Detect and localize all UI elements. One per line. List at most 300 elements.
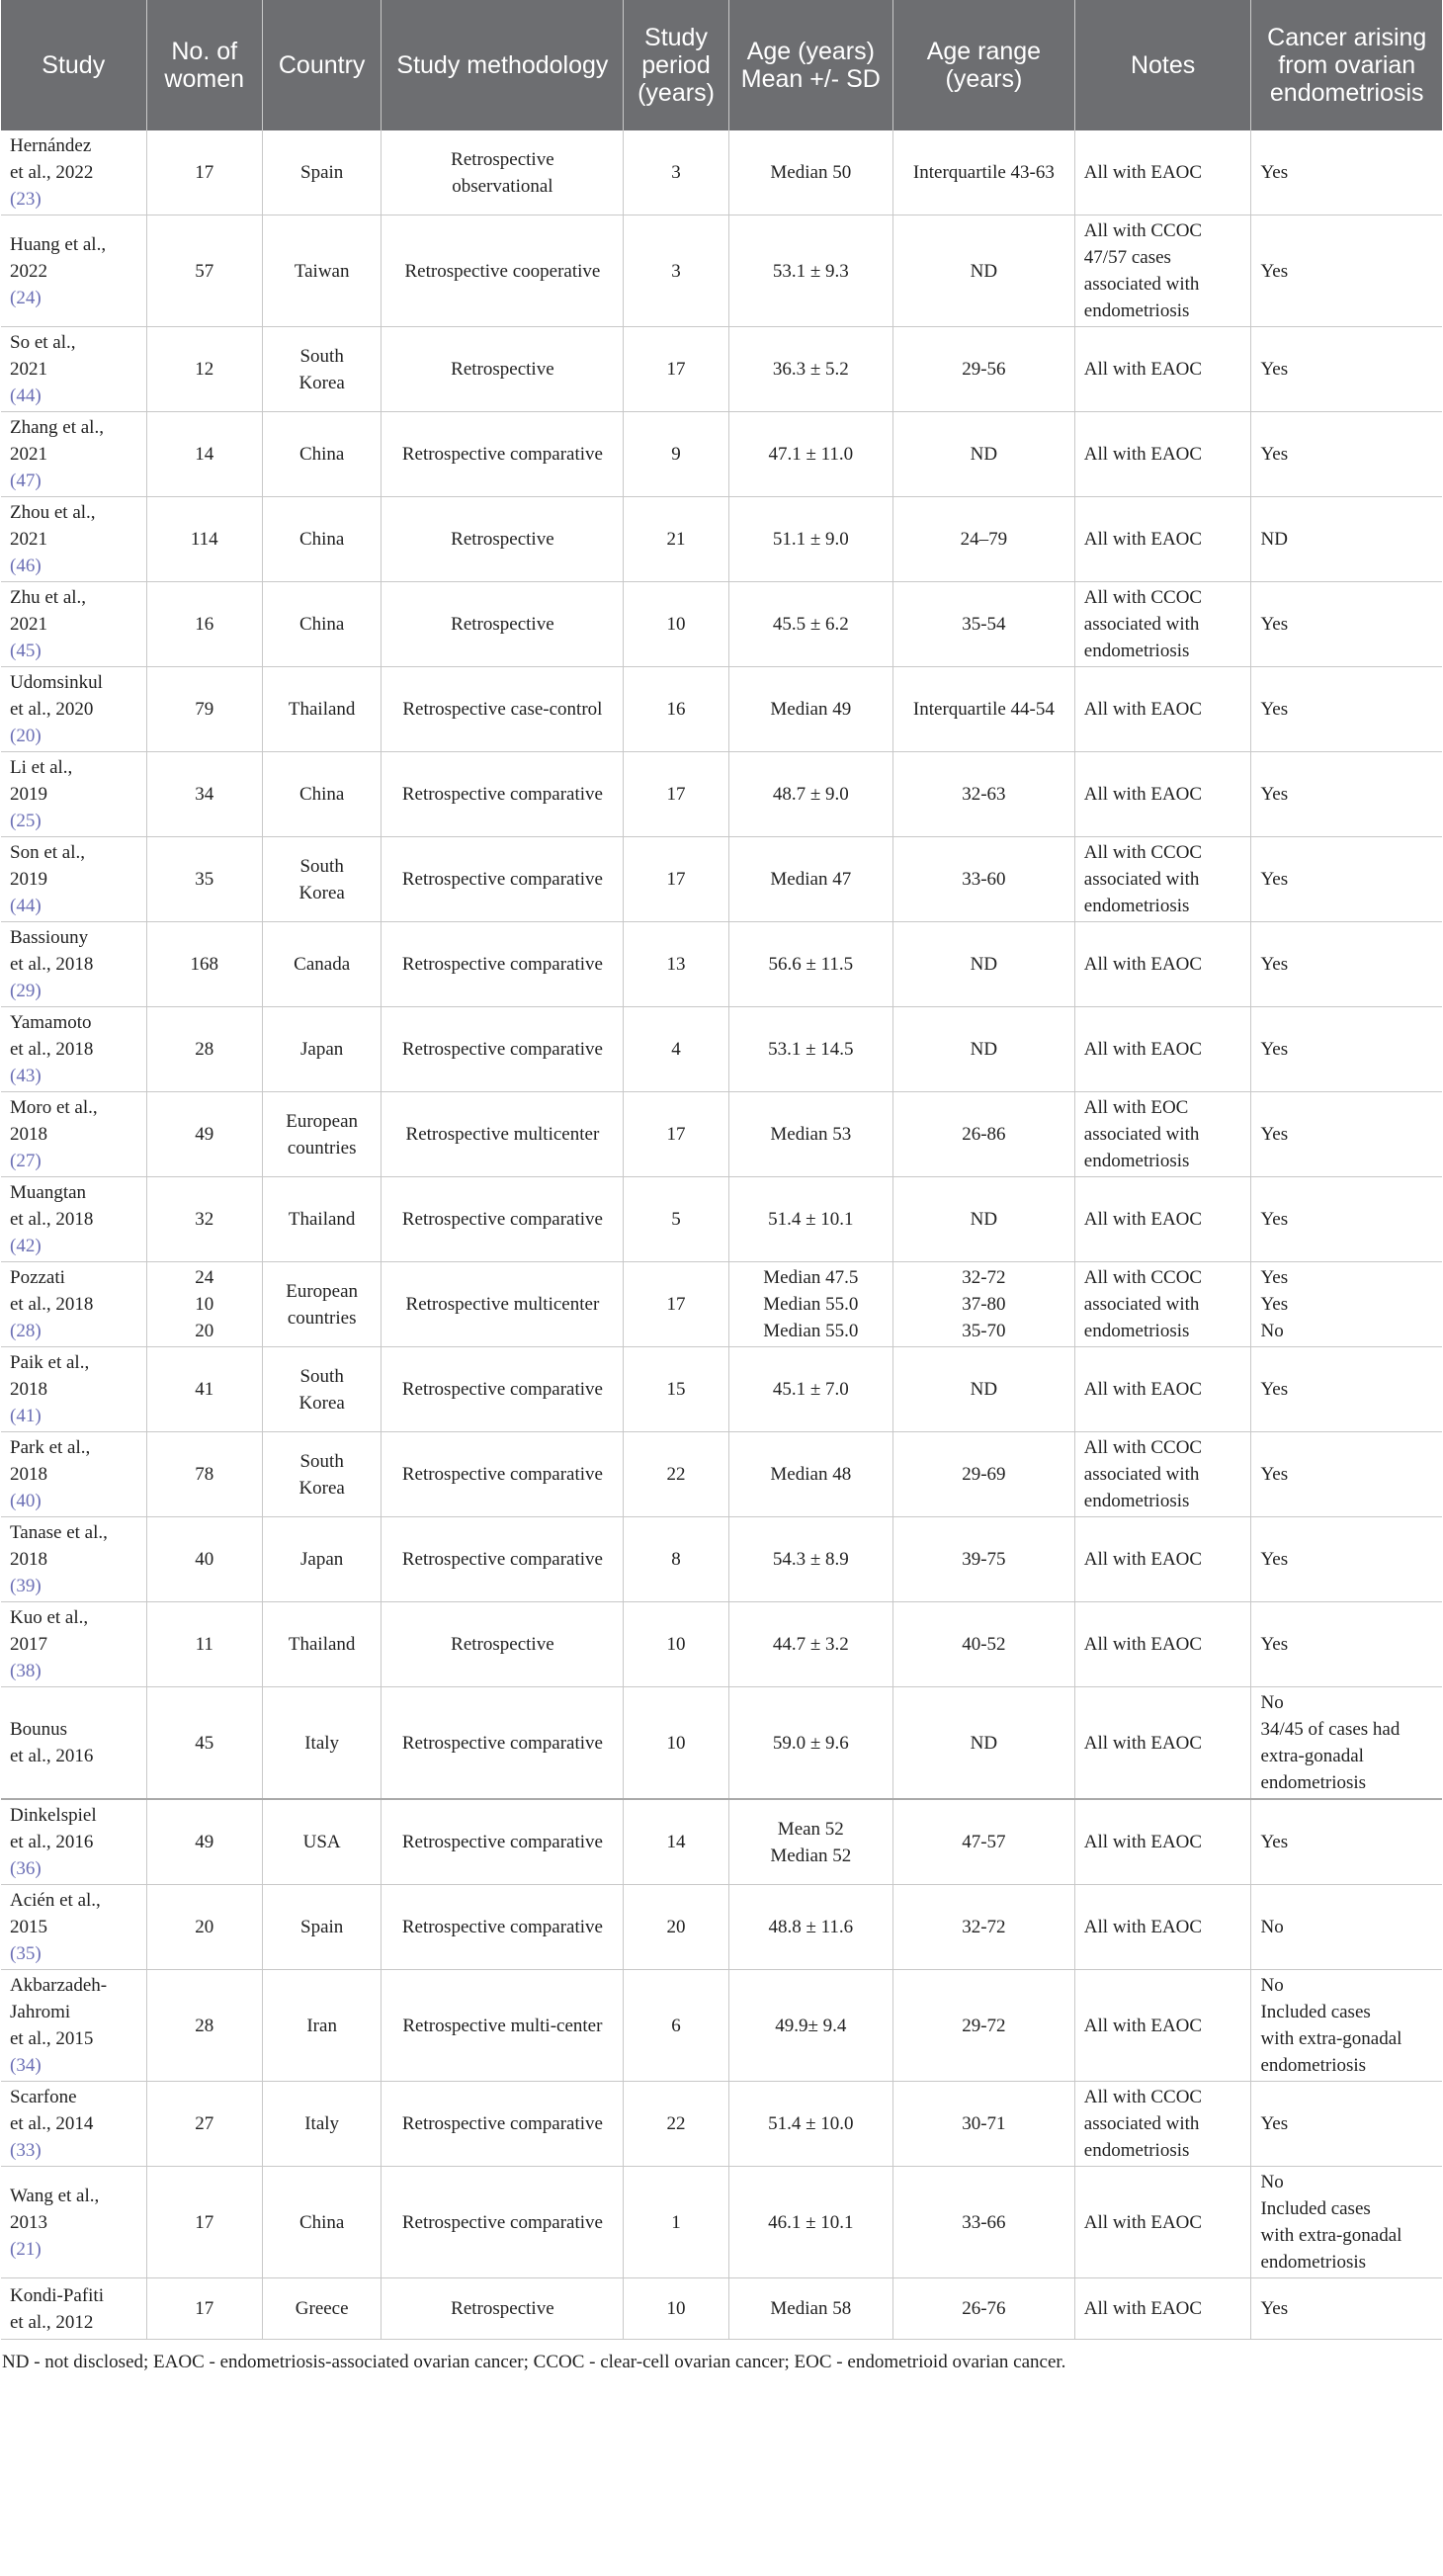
reference-link[interactable]: (34) [10, 2055, 42, 2076]
cell-methodology-line: Retrospective comparative [401, 2211, 603, 2233]
cell-study-line: et al., 2012 [10, 2311, 94, 2333]
cell-arising-line: Yes [1260, 1464, 1289, 1485]
cell-methodology-line: Retrospective comparative [401, 1917, 603, 1937]
cell-notes [1074, 412, 1251, 497]
reference-link[interactable]: (44) [10, 386, 42, 406]
cell-notes-line: All with EAOC [1083, 1039, 1203, 1060]
cell-age-range [893, 2278, 1075, 2340]
cell-methodology-line: Retrospective multicenter [405, 1124, 600, 1145]
cell-arising [1251, 2278, 1442, 2340]
cell-age-range [893, 582, 1075, 667]
cell-arising-line: No [1260, 2172, 1284, 2192]
cell-age-range-line: 35-54 [962, 614, 1006, 635]
cell-study [1, 837, 146, 922]
cell-women [146, 1687, 262, 1800]
cell-arising [1251, 1799, 1442, 1885]
cell-age [728, 667, 892, 752]
header-age-range: Age range (years) [893, 0, 1075, 130]
cell-country-line: China [298, 2211, 345, 2233]
cell-methodology [382, 1885, 624, 1970]
cell-notes-line: All with EAOC [1083, 2015, 1203, 2036]
cell-methodology [382, 327, 624, 412]
reference-link[interactable]: (41) [10, 1406, 42, 1426]
cell-women-line: 12 [195, 359, 214, 380]
cell-age [728, 1970, 892, 2082]
cell-age [728, 412, 892, 497]
cell-methodology [382, 752, 624, 837]
cell-methodology-line: Retrospective multicenter [405, 1294, 600, 1315]
cell-arising-line: No [1260, 1917, 1284, 1937]
table-row [1, 1799, 1442, 1885]
cell-study-line: 2018 [10, 1124, 47, 1145]
reference-link[interactable]: (36) [10, 1858, 42, 1879]
cell-study-line: et al., 2018 [10, 954, 94, 975]
cell-women-line: 28 [195, 2015, 214, 2036]
cell-age-line: Median 47.5 [763, 1267, 859, 1288]
header-arising: Cancer arising from ovarian endometriosis [1251, 0, 1442, 130]
cell-notes [1074, 1517, 1251, 1602]
table-row [1, 2082, 1442, 2167]
cell-period: 9 [624, 412, 728, 497]
cell-age [728, 1885, 892, 1970]
cell-study-line: Zhang et al., [10, 417, 104, 438]
cell-study-line: 2022 [10, 260, 47, 282]
cell-country [262, 2278, 381, 2340]
reference-link[interactable]: (38) [10, 1661, 42, 1681]
cell-women [146, 837, 262, 922]
cell-women [146, 215, 262, 327]
cell-period: 10 [624, 582, 728, 667]
cell-study-line: et al., 2022 [10, 162, 94, 183]
reference-link[interactable]: (29) [10, 981, 42, 1001]
cell-study-line: Bassiouny [10, 927, 89, 948]
reference-link[interactable]: (24) [10, 287, 42, 308]
cell-age [728, 1602, 892, 1687]
cell-age-range-line: 29-72 [962, 2015, 1006, 2036]
cell-study [1, 2082, 146, 2167]
cell-arising [1251, 1092, 1442, 1177]
table-row [1, 2167, 1442, 2278]
cell-age [728, 1799, 892, 1885]
cell-study [1, 667, 146, 752]
cell-age-range-line: 24–79 [960, 529, 1008, 550]
cell-study [1, 130, 146, 215]
cell-study-line: Paik et al., [10, 1352, 90, 1373]
cell-country-line: European [286, 1110, 359, 1132]
cell-age-range [893, 215, 1075, 327]
table-row [1, 1687, 1442, 1800]
cell-study-line: 2015 [10, 1917, 47, 1937]
cell-methodology-line: Retrospective comparative [401, 1039, 603, 1060]
cell-women-line: 34 [195, 784, 214, 805]
cell-age-range [893, 1262, 1075, 1347]
cell-arising-line: Yes [1260, 1634, 1289, 1655]
cell-age-range [893, 497, 1075, 582]
table-row [1, 922, 1442, 1007]
cell-age-range-line: ND [970, 1732, 998, 1754]
cell-country-line: Italy [304, 2113, 340, 2134]
cell-notes-line: All with EAOC [1083, 1917, 1203, 1937]
cell-age-range-line: 32-72 [962, 1917, 1006, 1937]
cell-country-line: South [299, 855, 344, 877]
cell-age-line: 49.9± 9.4 [775, 2015, 847, 2036]
cell-notes-line: associated with [1083, 1464, 1200, 1485]
cell-arising-line: Included cases [1260, 2002, 1371, 2022]
cell-notes-line: All with CCOC [1083, 842, 1203, 863]
cell-arising-line: endometriosis [1260, 2252, 1367, 2273]
cell-age-range-line: 39-75 [962, 1549, 1006, 1570]
cell-country-line: Taiwan [294, 260, 350, 282]
cell-women-line: 35 [195, 869, 214, 890]
cell-age [728, 1177, 892, 1262]
cell-notes-line: All with CCOC [1083, 1437, 1203, 1458]
cell-women-line: 40 [195, 1549, 214, 1570]
cell-notes [1074, 327, 1251, 412]
cell-age-range-line: 37-80 [962, 1294, 1006, 1315]
cell-study [1, 327, 146, 412]
cell-study-line: 2021 [10, 614, 47, 635]
cell-country-line: Italy [304, 1732, 340, 1754]
cell-women [146, 1432, 262, 1517]
table-row [1, 1970, 1442, 2082]
cell-age-range-line: ND [970, 444, 998, 465]
cell-study-line: 2021 [10, 529, 47, 550]
cell-notes-line: All with EAOC [1083, 1732, 1203, 1754]
cell-age-range [893, 1602, 1075, 1687]
cell-arising-line: endometriosis [1260, 2055, 1367, 2076]
cell-notes-line: All with EAOC [1083, 954, 1203, 975]
cell-notes-line: All with EOC [1083, 1097, 1189, 1118]
cell-age-range [893, 667, 1075, 752]
reference-link[interactable]: (20) [10, 726, 42, 746]
reference-link[interactable]: (43) [10, 1066, 42, 1086]
reference-link[interactable]: (25) [10, 811, 42, 831]
cell-arising-line: No [1260, 1692, 1284, 1713]
cell-notes [1074, 2167, 1251, 2278]
cell-period: 17 [624, 1262, 728, 1347]
cell-age-line: Median 50 [770, 162, 852, 183]
cell-study [1, 1602, 146, 1687]
cell-methodology [382, 2167, 624, 2278]
cell-country [262, 1602, 381, 1687]
cell-age-line: Median 55.0 [763, 1321, 859, 1341]
cell-study-line: Dinkelspiel [10, 1805, 97, 1826]
cell-country-line: Korea [298, 372, 345, 393]
reference-link[interactable]: (27) [10, 1151, 42, 1171]
cell-age [728, 1517, 892, 1602]
cell-methodology [382, 2278, 624, 2340]
cell-country [262, 1177, 381, 1262]
cell-age-range-line: 47-57 [962, 1832, 1006, 1852]
reference-link[interactable]: (21) [10, 2238, 42, 2260]
cell-age-line: 45.1 ± 7.0 [772, 1379, 849, 1400]
table-row [1, 1262, 1442, 1347]
cell-study-line: Udomsinkul [10, 672, 103, 693]
header-period: Study period (years) [624, 0, 728, 130]
cell-notes [1074, 1687, 1251, 1800]
cell-notes-line: All with EAOC [1083, 444, 1203, 465]
cell-age-line: Median 52 [770, 1845, 852, 1866]
cell-women [146, 2278, 262, 2340]
cell-women [146, 1262, 262, 1347]
cell-arising [1251, 327, 1442, 412]
cell-country-line: South [299, 1365, 344, 1387]
cell-methodology [382, 1602, 624, 1687]
cell-notes [1074, 1799, 1251, 1885]
cell-study-line: 2018 [10, 1464, 47, 1485]
cell-study-line: Scarfone [10, 2087, 77, 2107]
cell-study-line: Kuo et al., [10, 1607, 89, 1628]
cell-arising-line: with extra-gonadal [1260, 2028, 1402, 2049]
cell-country [262, 1885, 381, 1970]
cell-country-line: Korea [298, 1477, 345, 1499]
cell-age-range [893, 837, 1075, 922]
cell-study [1, 1347, 146, 1432]
cell-notes-line: All with EAOC [1083, 1634, 1203, 1655]
cell-notes-line: All with EAOC [1083, 1379, 1203, 1400]
cell-methodology-line: Retrospective comparative [401, 1549, 603, 1570]
cell-age [728, 752, 892, 837]
cell-arising-line: Yes [1260, 359, 1289, 380]
cell-notes [1074, 1347, 1251, 1432]
cell-notes [1074, 1970, 1251, 2082]
cell-women-line: 20 [195, 1321, 214, 1341]
cell-country [262, 837, 381, 922]
cell-methodology-line: observational [452, 175, 553, 197]
cell-period: 1 [624, 2167, 728, 2278]
cell-age [728, 327, 892, 412]
cell-age-line: 45.5 ± 6.2 [772, 614, 849, 635]
cell-arising [1251, 412, 1442, 497]
cell-methodology-line: Retrospective cooperative [404, 260, 601, 282]
cell-country [262, 215, 381, 327]
cell-country [262, 2082, 381, 2167]
cell-country-line: China [298, 529, 345, 550]
cell-methodology-line: Retrospective comparative [401, 869, 603, 890]
cell-country-line: Korea [298, 1392, 345, 1414]
cell-age-range [893, 2082, 1075, 2167]
cell-age-range-line: ND [970, 1039, 998, 1060]
cell-notes [1074, 837, 1251, 922]
cell-arising [1251, 582, 1442, 667]
cell-study-line: et al., 2018 [10, 1209, 94, 1230]
studies-table [1, 0, 1442, 2340]
cell-age-line: Median 48 [770, 1464, 852, 1485]
cell-country [262, 1687, 381, 1800]
cell-study [1, 1799, 146, 1885]
cell-arising [1251, 1262, 1442, 1347]
cell-age-range [893, 1007, 1075, 1092]
cell-period: 13 [624, 922, 728, 1007]
reference-link[interactable]: (23) [10, 189, 42, 210]
cell-age-line: 36.3 ± 5.2 [772, 359, 849, 380]
cell-period: 10 [624, 1687, 728, 1800]
header-age: Age (years) Mean +/- SD [728, 0, 892, 130]
cell-country [262, 922, 381, 1007]
cell-age-line: Median 49 [770, 699, 852, 720]
cell-age-range-line: ND [970, 1209, 998, 1230]
cell-methodology-line: Retrospective comparative [401, 1379, 603, 1400]
cell-women-line: 79 [195, 699, 214, 720]
cell-age-range-line: ND [970, 954, 998, 975]
cell-age-range [893, 922, 1075, 1007]
cell-notes [1074, 497, 1251, 582]
cell-methodology [382, 1007, 624, 1092]
cell-arising-line: No [1260, 1321, 1284, 1341]
cell-arising-line: Yes [1260, 444, 1289, 465]
cell-period: 15 [624, 1347, 728, 1432]
cell-notes [1074, 1177, 1251, 1262]
cell-arising-line: No [1260, 1975, 1284, 1996]
cell-arising-line: Yes [1260, 162, 1289, 183]
cell-country [262, 1262, 381, 1347]
reference-link[interactable]: (46) [10, 556, 42, 576]
cell-study-line: 2017 [10, 1634, 47, 1655]
cell-methodology [382, 582, 624, 667]
cell-notes-line: All with EAOC [1083, 359, 1203, 380]
cell-age [728, 215, 892, 327]
cell-age-range [893, 1687, 1075, 1800]
reference-link[interactable]: (35) [10, 1943, 42, 1964]
cell-study-line: Acién et al., [10, 1890, 101, 1911]
cell-methodology-line: Retrospective comparative [401, 444, 603, 465]
reference-link[interactable]: (33) [10, 2140, 42, 2161]
cell-notes-line: endometriosis [1083, 1321, 1190, 1341]
reference-link[interactable]: (44) [10, 896, 42, 916]
cell-methodology [382, 130, 624, 215]
cell-study-line: Li et al., [10, 757, 73, 778]
cell-age-range [893, 1092, 1075, 1177]
cell-arising [1251, 215, 1442, 327]
cell-arising [1251, 1177, 1442, 1262]
cell-age-line: 53.1 ± 14.5 [768, 1039, 854, 1060]
reference-link[interactable]: (28) [10, 1321, 42, 1341]
cell-notes-line: associated with [1083, 1124, 1200, 1145]
cell-methodology [382, 667, 624, 752]
cell-women-line: 10 [195, 1294, 214, 1315]
cell-methodology [382, 837, 624, 922]
cell-study-line: Tanase et al., [10, 1522, 108, 1543]
reference-link[interactable]: (47) [10, 471, 42, 491]
cell-age-range-line: 33-66 [962, 2211, 1006, 2233]
cell-age-line: Mean 52 [777, 1818, 844, 1840]
cell-study [1, 1517, 146, 1602]
table-body [1, 130, 1442, 2340]
cell-study-line: Kondi-Pafiti [10, 2284, 104, 2306]
cell-notes-line: All with CCOC [1083, 2087, 1203, 2107]
cell-country-line: Greece [295, 2298, 349, 2319]
cell-women [146, 1602, 262, 1687]
cell-age-range-line: ND [970, 260, 998, 282]
cell-study-line: Hernández [10, 135, 92, 156]
cell-notes [1074, 1092, 1251, 1177]
cell-women [146, 1177, 262, 1262]
cell-notes-line: associated with [1083, 1294, 1200, 1315]
reference-link[interactable]: (42) [10, 1236, 42, 1256]
cell-notes-line: endometriosis [1083, 1491, 1190, 1511]
cell-country-line: Korea [298, 882, 345, 903]
cell-country-line: countries [287, 1137, 357, 1159]
cell-study [1, 1970, 146, 2082]
cell-period: 17 [624, 837, 728, 922]
cell-methodology [382, 1799, 624, 1885]
cell-period: 21 [624, 497, 728, 582]
cell-women [146, 497, 262, 582]
reference-link[interactable]: (45) [10, 641, 42, 661]
cell-age-range [893, 327, 1075, 412]
cell-study [1, 412, 146, 497]
cell-notes-line: All with EAOC [1083, 162, 1203, 183]
reference-link[interactable]: (40) [10, 1491, 42, 1511]
table-row [1, 327, 1442, 412]
cell-methodology-line: Retrospective [451, 359, 554, 380]
cell-arising-line: Yes [1260, 699, 1289, 720]
cell-country [262, 582, 381, 667]
cell-country-line: Thailand [288, 1634, 356, 1655]
cell-arising-line: Yes [1260, 1267, 1289, 1288]
cell-country-line: China [298, 784, 345, 805]
cell-age-line: Median 55.0 [763, 1294, 859, 1315]
cell-period: 17 [624, 327, 728, 412]
cell-arising-line: Yes [1260, 1124, 1289, 1145]
cell-arising-line: Yes [1260, 1039, 1289, 1060]
cell-period: 17 [624, 752, 728, 837]
cell-age-range-line: 32-72 [962, 1267, 1006, 1288]
cell-arising [1251, 130, 1442, 215]
table-row [1, 1347, 1442, 1432]
cell-arising [1251, 837, 1442, 922]
cell-methodology [382, 1262, 624, 1347]
cell-country-line: China [298, 444, 345, 465]
cell-study-line: 2019 [10, 869, 47, 890]
cell-methodology [382, 412, 624, 497]
cell-arising-line: Yes [1260, 2298, 1289, 2319]
cell-women-line: 17 [195, 162, 214, 183]
cell-notes [1074, 667, 1251, 752]
cell-arising-line: Yes [1260, 1549, 1289, 1570]
cell-study-line: Park et al., [10, 1437, 91, 1458]
cell-period: 14 [624, 1799, 728, 1885]
cell-arising-line: Yes [1260, 1209, 1289, 1230]
cell-women [146, 752, 262, 837]
cell-age-range-line: 35-70 [962, 1321, 1006, 1341]
cell-age [728, 2278, 892, 2340]
table-header [1, 0, 1442, 130]
cell-methodology-line: Retrospective [451, 614, 554, 635]
cell-age-line: 48.7 ± 9.0 [772, 784, 849, 805]
cell-age-line: 54.3 ± 8.9 [772, 1549, 849, 1570]
cell-age-range-line: 33-60 [962, 869, 1006, 890]
cell-women [146, 1970, 262, 2082]
cell-arising-line: Yes [1260, 1379, 1289, 1400]
cell-study-line: 2021 [10, 444, 47, 465]
header-women: No. of women [146, 0, 262, 130]
cell-country-line: Spain [300, 162, 344, 183]
cell-methodology-line: Retrospective comparative [401, 1732, 603, 1754]
cell-age-range [893, 752, 1075, 837]
cell-age [728, 1432, 892, 1517]
cell-women-line: 49 [195, 1832, 214, 1852]
reference-link[interactable]: (39) [10, 1576, 42, 1596]
cell-study-line: Zhou et al., [10, 502, 96, 523]
cell-arising [1251, 497, 1442, 582]
cell-study-line: et al., 2016 [10, 1832, 94, 1852]
cell-arising [1251, 1347, 1442, 1432]
cell-country-line: China [298, 614, 345, 635]
cell-women-line: 28 [195, 1039, 214, 1060]
cell-arising [1251, 1517, 1442, 1602]
cell-women-line: 45 [195, 1732, 214, 1754]
